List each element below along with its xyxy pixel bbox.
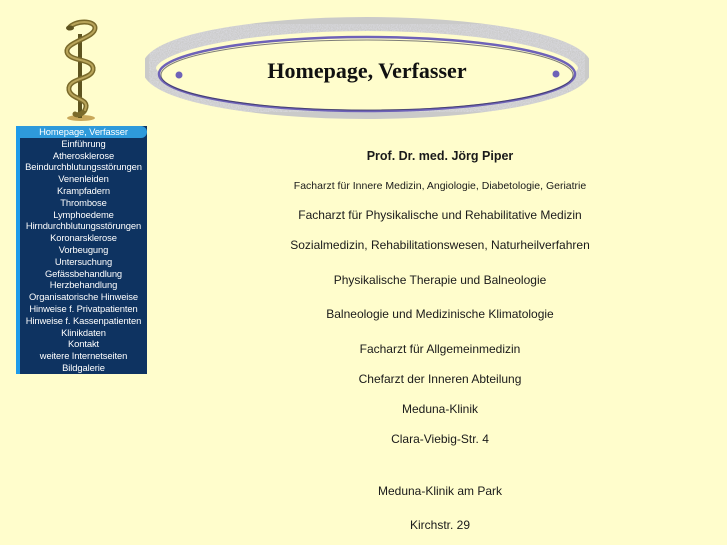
position-line: Chefarzt der Inneren Abteilung <box>358 372 522 386</box>
author-name: Prof. Dr. med. Jörg Piper <box>366 149 514 163</box>
qualification-line: Facharzt für Allgemeinmedizin <box>359 342 521 356</box>
nav-item-gefaessbehandlung[interactable]: Gefässbehandlung <box>44 267 123 279</box>
sidebar-nav <box>16 126 147 374</box>
clinic-address: Clara-Viebig-Str. 4 <box>391 432 489 446</box>
qualification-line: Facharzt für Physikalische und Rehabilitative Medizin <box>298 208 582 222</box>
nav-item-hinweise-kassenpatienten[interactable]: Hinweise f. Kassenpatienten <box>25 314 142 326</box>
nav-item-venenleiden[interactable]: Venenleiden <box>58 173 109 185</box>
nav-item-beindurchblutungsstoerungen[interactable]: Beindurchblutungsstörungen <box>25 161 142 173</box>
nav-item-hirndurchblutungsstoerungen[interactable]: Hirndurchblutungsstörungen <box>25 220 142 232</box>
nav-item-kontakt[interactable]: Kontakt <box>67 338 100 350</box>
nav-item-krampfadern[interactable]: Krampfadern <box>56 184 111 196</box>
nav-item-atherosklerose[interactable]: Atherosklerose <box>52 149 115 161</box>
clinic-address: Kirchstr. 29 <box>409 518 471 532</box>
main-content <box>150 0 727 545</box>
nav-item-thrombose[interactable]: Thrombose <box>60 196 107 208</box>
qualification-line: Sozialmedizin, Rehabilitationswesen, Naturheilverfahren <box>290 238 590 252</box>
caduceus-icon <box>55 18 107 122</box>
nav-item-bildgalerie[interactable]: Bildgalerie <box>62 361 105 373</box>
nav-item-organisatorische-hinweise[interactable]: Organisatorische Hinweise <box>28 291 138 303</box>
clinic-name: Meduna-Klinik am Park <box>377 484 503 498</box>
nav-item-weitere-internetseiten[interactable]: weitere Internetseiten <box>39 350 128 362</box>
nav-item-homepage[interactable]: Homepage, Verfasser <box>20 126 147 138</box>
nav-item-lymphoedeme[interactable]: Lymphoedeme <box>53 208 114 220</box>
page-title: Homepage, Verfasser <box>267 58 467 83</box>
qualification-line: Facharzt für Innere Medizin, Angiologie, Diabetologie, Geriatrie <box>293 180 587 192</box>
nav-item-vorbeugung[interactable]: Vorbeugung <box>58 243 109 255</box>
qualification-line: Physikalische Therapie und Balneologie <box>333 273 547 287</box>
nav-item-einfuehrung[interactable]: Einführung <box>61 137 106 149</box>
nav-item-hinweise-privatpatienten[interactable]: Hinweise f. Privatpatienten <box>29 302 138 314</box>
nav-item-klinikdaten[interactable]: Klinikdaten <box>61 326 106 338</box>
clinic-name: Meduna-Klinik <box>401 402 479 416</box>
nav-item-koronarsklerose[interactable]: Koronarsklerose <box>50 232 117 244</box>
nav-item-untersuchung[interactable]: Untersuchung <box>54 255 113 267</box>
nav-item-herzbehandlung[interactable]: Herzbehandlung <box>49 279 118 291</box>
qualification-line: Balneologie und Medizinische Klimatologie <box>326 307 554 321</box>
